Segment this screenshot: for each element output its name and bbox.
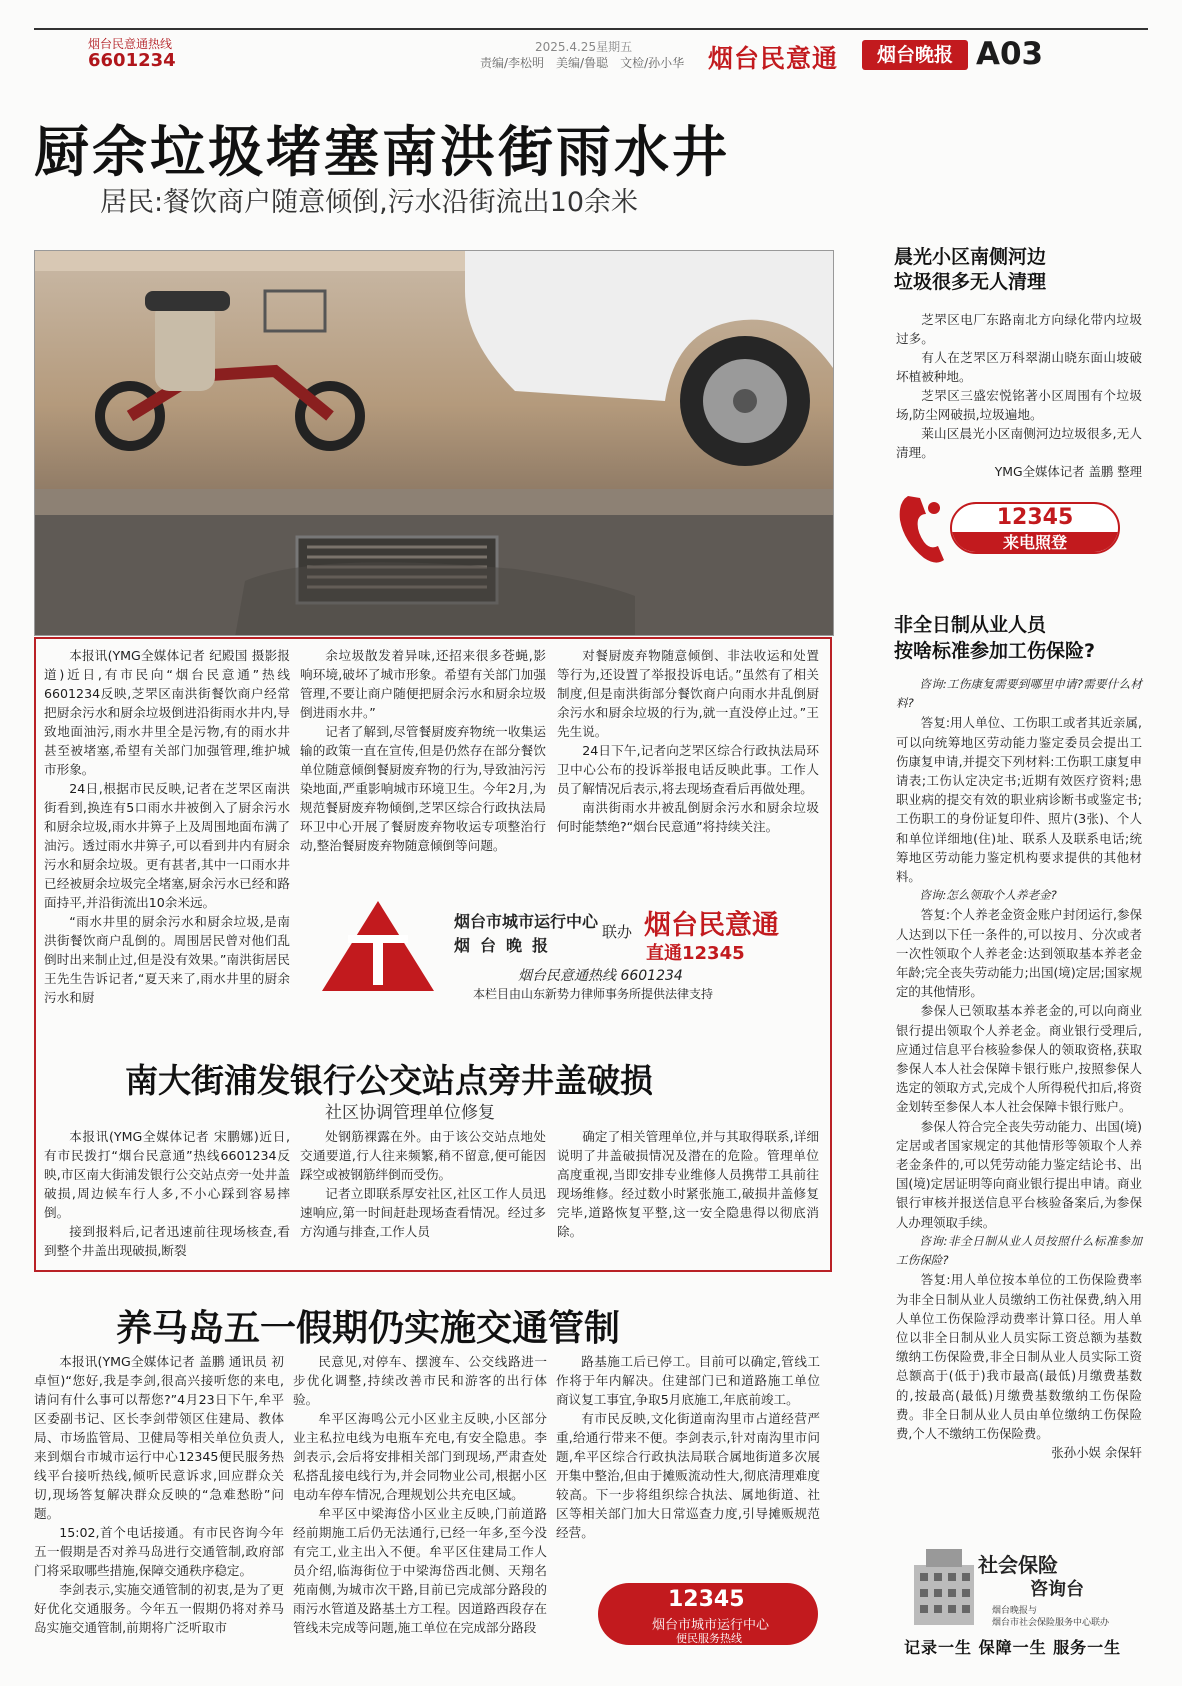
paragraph: “雨水井里的厨余污水和厨余垃圾,是南洪街餐饮商户乱倒的。周围居民曾对他们乱倒时出来制止过,但是没有效果。”南洪街居民王先生告诉记者,“夏天来了,雨水井里的厨余污水和厨 bbox=[44, 914, 290, 1005]
paragraph: 确定了相关管理单位,并与其取得联系,详细说明了井盖破损情况及潜在的危险。管理单位高度重视,当即安排专业维修人员携带工具前往现场维修。经过数小时紧张施工,破损井盖修复完毕,道路恢复平整,这一安全隐患得以彻底消除。 bbox=[557, 1129, 819, 1239]
banner-hotline: 烟台民意通热线 6601234 bbox=[518, 968, 683, 984]
sidebar-title-2: 非全日制从业人员 按啥标准参加工伤保险? bbox=[894, 614, 1096, 662]
hotline-pill-number: 12345 bbox=[996, 505, 1074, 530]
paragraph: 本报讯(YMG全媒体记者 纪殿国 摄影报道)近日,有市民向“烟台民意通”热线6601234反映,芝罘区南洪街餐饮商户经常把厨余污水和厨余垃圾倒进沿街雨水井内,导致地面油污,雨水井里全是污物,有的雨水井甚至被堵塞,希望有关部门加强管理,维护城市形象。 bbox=[44, 648, 290, 777]
paragraph: 记者了解到,尽管餐厨废弃物统一收集运输的政策一直在宣传,但是仍然存在部分餐饮单位随意倾倒餐厨废弃物的行为,导致油污污染地面,严重影响城市环境卫生。今年2月,为规范餐厨废弃物倾倒,芝罘区综合行政执法局环卫中心开展了餐厨废弃物收运专项整治行动,整治餐厨废弃物随意倾倒等问题。 bbox=[300, 724, 546, 853]
paragraph: 李剑表示,实施交通管制的初衷,是为了更好优化交通服务。今年五一假期仍将对养马岛实施交通管制,前期将广泛听取市 bbox=[34, 1582, 284, 1635]
article2-headline: 南大街浦发银行公交站点旁井盖破损 bbox=[125, 1061, 653, 1100]
photo-illustration bbox=[35, 251, 834, 636]
banner-join: 联办 bbox=[602, 923, 633, 941]
sidebar-byline-2: 张孙小娱 余保轩 bbox=[1051, 1445, 1142, 1461]
paragraph: 民意见,对停车、摆渡车、公交线路进一步优化调整,持续改善市民和游客的出行体验。 bbox=[293, 1354, 547, 1407]
banner-brand: 烟台民意通 bbox=[644, 910, 779, 941]
paragraph: 本报讯(YMG全媒体记者 宋鹏娜)近日,有市民拨打“烟台民意通”热线6601234反映,市区南大街浦发银行公交站点旁一处井盖破损,周边候车行人多,不小心踩到容易摔倒。 bbox=[44, 1129, 290, 1220]
paragraph: 记者立即联系厚安社区,社区工作人员迅速响应,第一时间赶赴现场查看情况。经过多方沟通与排查,工作人员 bbox=[300, 1186, 546, 1239]
paragraph: 余垃圾散发着异味,还招来很多苍蝇,影响环境,破坏了城市形象。希望有关部门加强管理,不要让商户随便把厨余污水和厨余垃圾倒进雨水井。” bbox=[300, 648, 546, 720]
newspaper-logo: 烟台晚报 bbox=[862, 40, 968, 70]
list-item: 莱山区晨光小区南侧河边垃圾很多,无人清理。 bbox=[896, 426, 1142, 460]
news-photo bbox=[34, 250, 834, 636]
hotline-12345-badge bbox=[892, 490, 1132, 568]
hotline-pill bbox=[950, 502, 1120, 554]
sidebar-qa bbox=[896, 675, 1142, 1462]
hotline-label: 烟台民意通热线 bbox=[88, 37, 173, 51]
main-headline: 厨余垃圾堵塞南洪街雨水井 bbox=[34, 120, 731, 184]
paragraph: 24日下午,记者向芝罘区综合行政执法局环卫中心公布的投诉举报电话反映此事。工作人员了解情况后表示,将去现场查看后再做处理。 bbox=[557, 743, 819, 796]
qa-question: 咨询:非全日制从业人员按照什么标准参加工伤保险? bbox=[896, 1233, 1142, 1268]
social-note-2: 烟台市社会保险服务中心联办 bbox=[992, 1618, 1110, 1628]
paragraph: 路基施工后已停工。目前可以确定,管线工作将于年内解决。住建部门已和道路施工单位商议复工事宜,争取5月底施工,年底前竣工。 bbox=[556, 1354, 820, 1407]
paragraph: 对餐厨废弃物随意倾倒、非法收运和处置等行为,还设置了举报投诉电话。”虽然有了相关制度,但是南洪街部分餐饮商户向雨水井乱倒厨余污水和厨余垃圾的行为,就一直没停止过。”王先生说。 bbox=[557, 648, 819, 739]
qa-answer: 参保人符合完全丧失劳动能力、出国(境)定居或者国家规定的其他情形等领取个人养老金条件的,可以凭劳动能力鉴定结论书、出国(境)定居证明等向商业银行提出申请。商业银行审核并报送信息平台核验备案后,为参保人办理领取手续。 bbox=[896, 1118, 1142, 1230]
city-hotline-line2: 便民服务热线 bbox=[676, 1632, 742, 1645]
editor-credits: 责编/李松明 美编/鲁聪 文检/孙小华 bbox=[480, 56, 685, 70]
main-col-2 bbox=[300, 646, 546, 855]
paragraph: 处钢筋裸露在外。由于该公交站点地处交通要道,行人往来频繁,稍不留意,便可能因踩空或被钢筋绊倒而受伤。 bbox=[300, 1129, 546, 1182]
issue-date: 2025.4.25星期五 bbox=[535, 40, 633, 54]
banner-logo-icon bbox=[318, 897, 438, 997]
article3-col-3 bbox=[556, 1352, 820, 1542]
banner-direct: 直通12345 bbox=[646, 943, 745, 964]
banner-line2: 烟台晚报 bbox=[454, 936, 559, 955]
phone-icon bbox=[894, 490, 958, 568]
sidebar-items-1 bbox=[896, 310, 1142, 481]
list-item: 芝罘区电厂东路南北方向绿化带内垃圾过多。 bbox=[896, 312, 1142, 346]
article2-col-1 bbox=[44, 1127, 290, 1260]
social-insurance-panel bbox=[900, 1545, 1145, 1655]
qa-question: 咨询:怎么领取个人养老金? bbox=[919, 888, 1057, 903]
main-col-1 bbox=[44, 646, 290, 1007]
column-brand: 烟台民意通 bbox=[708, 44, 839, 73]
article3-col-2 bbox=[293, 1352, 547, 1637]
page-number: A03 bbox=[976, 36, 1044, 72]
main-col-3 bbox=[557, 646, 819, 836]
list-item: 有人在芝罘区万科翠湖山晓东面山坡破坏植被种地。 bbox=[896, 350, 1142, 384]
paragraph: 接到报料后,记者迅速前往现场核查,看到整个井盖出现破损,断裂 bbox=[44, 1224, 290, 1258]
paragraph: 15:02,首个电话接通。有市民咨询今年五一假期是否对养马岛进行交通管制,政府部门将采取哪些措施,保障交通秩序稳定。 bbox=[34, 1525, 284, 1578]
paragraph: 24日,根据市民反映,记者在芝罘区南洪街看到,换连有5口雨水井被倒入了厨余污水和厨余垃圾,雨水井箅子上及周围地面布满了油污。透过雨水井箅子,可以看到井内有厨余污水和厨余垃圾。更有甚者,其中一口雨水井已经被厨余垃圾完全堵塞,厨余污水已经和路面持平,并沿街流出10余米远。 bbox=[44, 781, 290, 910]
social-note-1: 烟台晚报与 bbox=[992, 1606, 1038, 1616]
banner-line1: 烟台市城市运行中心 bbox=[454, 912, 599, 931]
article3-headline: 养马岛五一假期仍实施交通管制 bbox=[116, 1308, 621, 1349]
banner-law-note: 本栏目由山东新势力律师事务所提供法律支持 bbox=[473, 987, 714, 1001]
paragraph: 牟平区中梁海岱小区业主反映,门前道路经前期施工后仍无法通行,已经一年多,至今没有完工,业主出入不便。牟平区住建局工作人员介绍,临海街位于中梁海岱西北侧、天翔名苑南侧,为城市次干路,目前已完成部分路段的雨污水管道及路基土方工程。因道路西段存在管线未完成等问题,施工单位在完成部分路段 bbox=[293, 1506, 547, 1635]
column-banner bbox=[318, 893, 818, 1005]
sidebar-title-1: 晨光小区南侧河边 垃圾很多无人清理 bbox=[894, 246, 1047, 293]
hotline-pill-label: 来电照登 bbox=[952, 532, 1118, 554]
qa-answer: 参保人已领取基本养老金的,可以向商业银行提出领取个人养老金。商业银行受理后,应通过信息平台核验参保人的领取资格,获取参保人本人社会保障卡银行账户,按照参保人选定的领取方式,完成个人所得税代扣后,将资金划转至参保人本人社会保障卡银行账户。 bbox=[896, 1003, 1142, 1115]
article2-col-3 bbox=[557, 1127, 819, 1241]
sidebar-byline-1: YMG全媒体记者 盖鹏 整理 bbox=[994, 464, 1142, 479]
main-subhead: 居民:餐饮商户随意倾倒,污水沿街流出10余米 bbox=[100, 187, 639, 218]
social-title: 社会保险 bbox=[978, 1553, 1058, 1577]
hotline-number: 6601234 bbox=[88, 50, 176, 71]
article2-subhead: 社区协调管理单位修复 bbox=[325, 1103, 495, 1123]
top-rule bbox=[34, 28, 1148, 30]
social-subtitle: 咨询台 bbox=[1030, 1579, 1084, 1600]
qa-answer: 答复:用人单位按本单位的工伤保险费率为非全日制从业人员缴纳工伤社保费,纳入用人单位工伤保险浮动费率计算口径。用人单位以非全日制从业人员实际工资总额为基数缴纳工伤保险费,非全日制从业人员实际工资总额高于(低于)我市最高(最低)月缴费基数的,按最高(最低)月缴费基数缴纳工伤保险费。非全日制从业人员由单位缴纳工伤保险费,个人不缴纳工伤保险费。 bbox=[896, 1272, 1142, 1441]
social-slogan: 记录一生 保障一生 服务一生 bbox=[904, 1638, 1122, 1657]
qa-answer: 答复:用人单位、工伤职工或者其近亲属,可以向统筹地区劳动能力鉴定委员会提出工伤康复申请,并提交下列材料:工伤职工康复申请表;工伤认定决定书;近期有效医疗资料;患职业病的提交有效的职业病诊断书或鉴定书;工伤职工的身份证复印件、照片(3张)、个人和单位详细地(住)址、联系人及联系电话;统筹地区劳动能力鉴定机构要求提供的其他材料。 bbox=[896, 715, 1142, 885]
paragraph: 南洪街雨水井被乱倒厨余污水和厨余垃圾何时能禁绝?“烟台民意通”将持续关注。 bbox=[557, 800, 819, 834]
qa-answer: 答复:个人养老金资金账户封闭运行,参保人达到以下任一条件的,可以按月、分次或者一次性领取个人养老金:达到领取基本养老金年龄;完全丧失劳动能力;出国(境)定居;国家规定的其他情形。 bbox=[896, 907, 1142, 1000]
list-item: 芝罘区三盛宏悦铭著小区周围有个垃圾场,防尘网破损,垃圾遍地。 bbox=[896, 388, 1142, 422]
qa-question: 咨询:工伤康复需要到哪里申请?需要什么材料? bbox=[896, 677, 1142, 711]
article3-col-1 bbox=[34, 1352, 284, 1637]
paragraph: 本报讯(YMG全媒体记者 盖鹏 通讯员 初卓恒)“您好,我是李剑,很高兴接听您的来电,请问有什么事可以帮您?”4月23日下午,牟平区委副书记、区长李剑带领区住建局、教体局、市场监管局、卫健局等相关单位负责人,来到烟台市城市运行中心12345便民服务热线平台接听热线,倾听民意诉求,回应群众关切,现场答复解决群众反映的“急难愁盼”问题。 bbox=[34, 1354, 284, 1521]
city-hotline-line1: 烟台市城市运行中心 bbox=[652, 1618, 770, 1633]
paragraph: 有市民反映,文化街道南沟里市占道经营严重,给通行带来不便。李剑表示,针对南沟里市问题,牟平区综合行政执法局联合属地街道多次展开集中整治,但由于摊贩流动性大,彻底清理难度较高。下一步将组织综合执法、属地街道、社区等相关部门加大日常巡查力度,引导摊贩规范经营。 bbox=[556, 1411, 820, 1540]
city-hotline-badge bbox=[598, 1583, 818, 1645]
article2-col-2 bbox=[300, 1127, 546, 1241]
paragraph: 牟平区海鸣公元小区业主反映,小区部分业主私拉电线为电瓶车充电,有安全隐患。李剑表示,会后将安排相关部门到现场,严肃查处私搭乱接电线行为,并会同物业公司,根据小区电动车停车情况,合理规划公共充电区域。 bbox=[293, 1411, 547, 1502]
building-icon bbox=[904, 1545, 984, 1629]
city-hotline-number: 12345 bbox=[668, 1587, 745, 1612]
